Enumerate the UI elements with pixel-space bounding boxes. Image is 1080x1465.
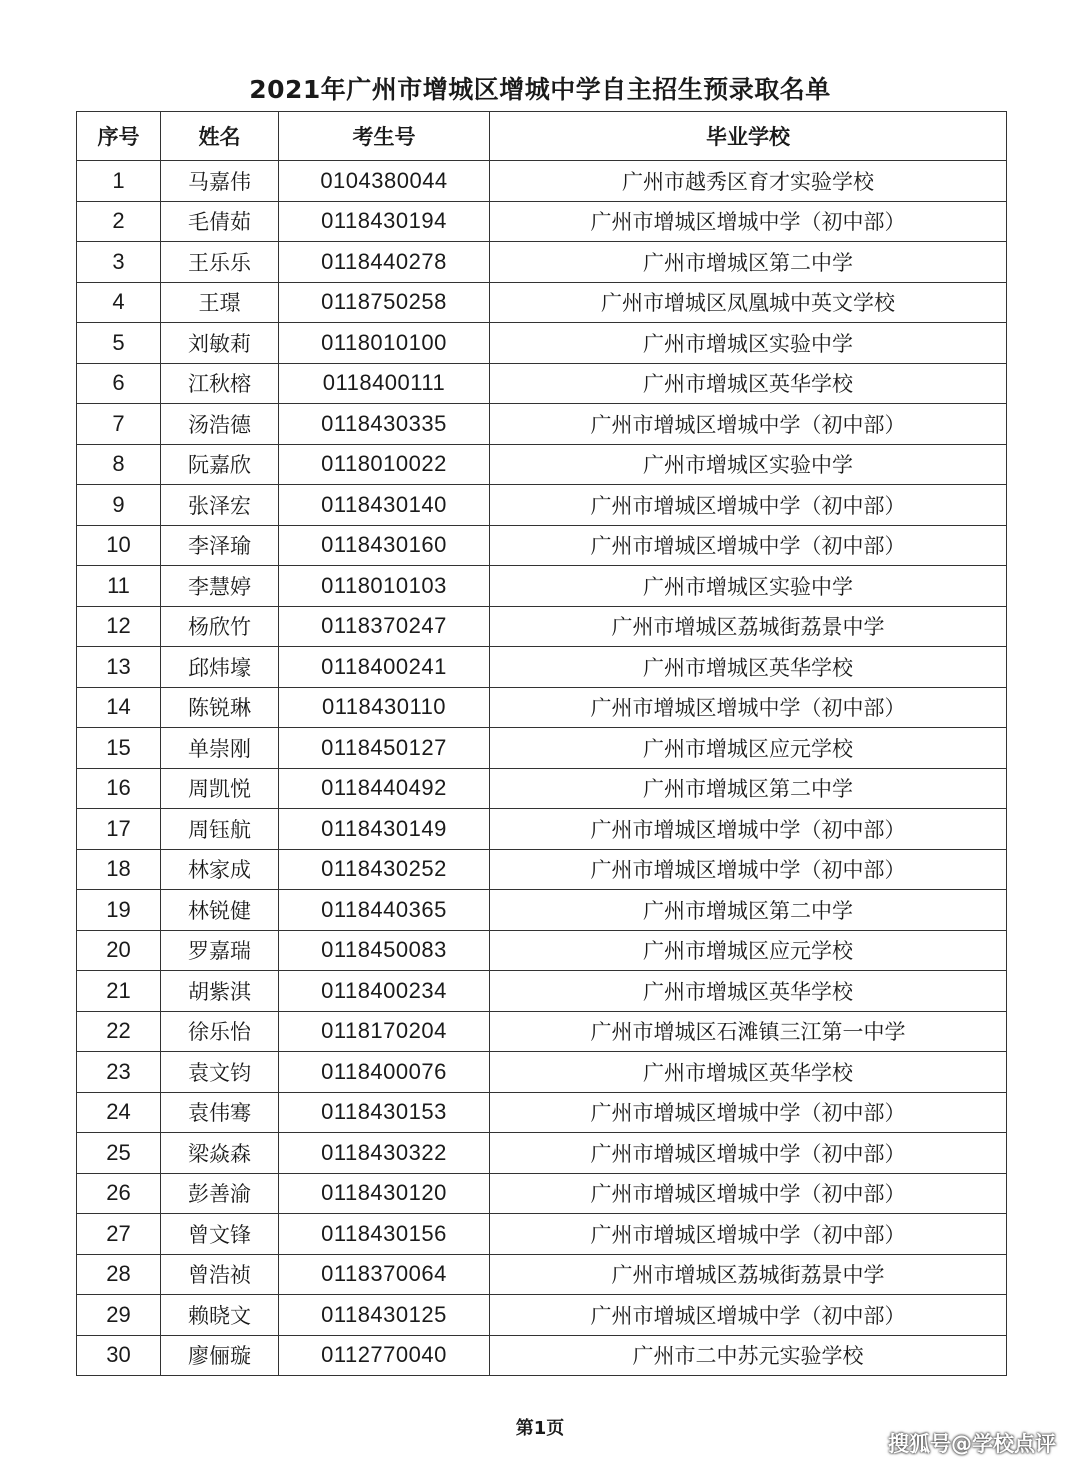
cell-seq: 26	[77, 1173, 161, 1214]
table-body	[77, 161, 1007, 1376]
cell-school: 广州市增城区增城中学（初中部）	[490, 809, 1007, 850]
watermark: 搜狐号@学校点评	[888, 1432, 1056, 1456]
cell-name: 李泽瑜	[161, 525, 279, 566]
cell-exam-id: 0118430322	[279, 1133, 490, 1174]
cell-name: 马嘉伟	[161, 161, 279, 202]
cell-name: 陈锐琳	[161, 687, 279, 728]
cell-exam-id: 0118010022	[279, 444, 490, 485]
table-row	[77, 323, 1007, 364]
header-seq: 序号	[77, 112, 161, 161]
cell-exam-id: 0118430120	[279, 1173, 490, 1214]
table-row	[77, 809, 1007, 850]
cell-exam-id: 0118430194	[279, 201, 490, 242]
cell-exam-id: 0118440492	[279, 768, 490, 809]
cell-seq: 15	[77, 728, 161, 769]
cell-exam-id: 0118430160	[279, 525, 490, 566]
cell-seq: 6	[77, 363, 161, 404]
cell-school: 广州市增城区增城中学（初中部）	[490, 485, 1007, 526]
cell-seq: 9	[77, 485, 161, 526]
table-row	[77, 1133, 1007, 1174]
cell-school: 广州市增城区增城中学（初中部）	[490, 687, 1007, 728]
cell-school: 广州市增城区荔城街荔景中学	[490, 1254, 1007, 1295]
cell-exam-id: 0118400241	[279, 647, 490, 688]
cell-exam-id: 0118430335	[279, 404, 490, 445]
table-row	[77, 849, 1007, 890]
cell-name: 袁文钧	[161, 1052, 279, 1093]
cell-exam-id: 0118750258	[279, 282, 490, 323]
cell-name: 周钰航	[161, 809, 279, 850]
cell-exam-id: 0104380044	[279, 161, 490, 202]
cell-seq: 28	[77, 1254, 161, 1295]
table-row	[77, 444, 1007, 485]
cell-name: 王乐乐	[161, 242, 279, 283]
cell-seq: 30	[77, 1335, 161, 1376]
cell-name: 林家成	[161, 849, 279, 890]
cell-name: 张泽宏	[161, 485, 279, 526]
table-row	[77, 363, 1007, 404]
cell-school: 广州市增城区第二中学	[490, 768, 1007, 809]
cell-seq: 17	[77, 809, 161, 850]
cell-seq: 16	[77, 768, 161, 809]
cell-name: 毛倩茹	[161, 201, 279, 242]
cell-seq: 4	[77, 282, 161, 323]
cell-exam-id: 0118440365	[279, 890, 490, 931]
cell-school: 广州市增城区增城中学（初中部）	[490, 1133, 1007, 1174]
cell-school: 广州市增城区增城中学（初中部）	[490, 1295, 1007, 1336]
cell-school: 广州市增城区英华学校	[490, 1052, 1007, 1093]
admission-table	[76, 111, 1007, 1376]
table-row	[77, 1173, 1007, 1214]
table-header-row	[77, 112, 1007, 161]
cell-name: 徐乐怡	[161, 1011, 279, 1052]
cell-school: 广州市增城区增城中学（初中部）	[490, 849, 1007, 890]
cell-name: 周凯悦	[161, 768, 279, 809]
cell-school: 广州市增城区增城中学（初中部）	[490, 1214, 1007, 1255]
cell-seq: 14	[77, 687, 161, 728]
cell-seq: 11	[77, 566, 161, 607]
cell-school: 广州市增城区实验中学	[490, 323, 1007, 364]
cell-school: 广州市增城区实验中学	[490, 444, 1007, 485]
cell-name: 林锐健	[161, 890, 279, 931]
cell-exam-id: 0118450127	[279, 728, 490, 769]
cell-school: 广州市增城区增城中学（初中部）	[490, 1173, 1007, 1214]
table-row	[77, 606, 1007, 647]
cell-exam-id: 0118400076	[279, 1052, 490, 1093]
cell-school: 广州市越秀区育才实验学校	[490, 161, 1007, 202]
cell-seq: 13	[77, 647, 161, 688]
table-row	[77, 1295, 1007, 1336]
cell-exam-id: 0118370247	[279, 606, 490, 647]
cell-name: 刘敏莉	[161, 323, 279, 364]
cell-seq: 20	[77, 930, 161, 971]
table-row	[77, 525, 1007, 566]
cell-seq: 7	[77, 404, 161, 445]
cell-school: 广州市增城区增城中学（初中部）	[490, 404, 1007, 445]
cell-exam-id: 0118010103	[279, 566, 490, 607]
table-row	[77, 687, 1007, 728]
cell-school: 广州市增城区应元学校	[490, 930, 1007, 971]
cell-seq: 23	[77, 1052, 161, 1093]
table-row	[77, 728, 1007, 769]
page-number: 第1页	[515, 1418, 565, 1439]
cell-school: 广州市增城区凤凰城中英文学校	[490, 282, 1007, 323]
page-title: 2021年广州市增城区增城中学自主招生预录取名单	[249, 75, 831, 104]
cell-seq: 5	[77, 323, 161, 364]
cell-seq: 3	[77, 242, 161, 283]
cell-name: 袁伟骞	[161, 1092, 279, 1133]
header-exam-id: 考生号	[279, 112, 490, 161]
cell-seq: 12	[77, 606, 161, 647]
cell-name: 江秋榕	[161, 363, 279, 404]
cell-seq: 8	[77, 444, 161, 485]
header-name: 姓名	[161, 112, 279, 161]
table-row	[77, 404, 1007, 445]
cell-exam-id: 0118010100	[279, 323, 490, 364]
cell-name: 王璟	[161, 282, 279, 323]
cell-school: 广州市增城区增城中学（初中部）	[490, 1092, 1007, 1133]
table-row	[77, 1092, 1007, 1133]
table-row	[77, 647, 1007, 688]
table-row	[77, 1214, 1007, 1255]
cell-school: 广州市增城区荔城街荔景中学	[490, 606, 1007, 647]
cell-school: 广州市增城区实验中学	[490, 566, 1007, 607]
cell-school: 广州市增城区第二中学	[490, 890, 1007, 931]
cell-name: 罗嘉瑞	[161, 930, 279, 971]
table-row	[77, 930, 1007, 971]
cell-school: 广州市增城区石滩镇三江第一中学	[490, 1011, 1007, 1052]
table-row	[77, 1052, 1007, 1093]
cell-school: 广州市增城区增城中学（初中部）	[490, 525, 1007, 566]
cell-school: 广州市增城区应元学校	[490, 728, 1007, 769]
table-row	[77, 242, 1007, 283]
cell-exam-id: 0118430153	[279, 1092, 490, 1133]
cell-exam-id: 0118450083	[279, 930, 490, 971]
cell-exam-id: 0118430125	[279, 1295, 490, 1336]
table-row	[77, 971, 1007, 1012]
header-school: 毕业学校	[490, 112, 1007, 161]
cell-school: 广州市增城区增城中学（初中部）	[490, 201, 1007, 242]
table-row	[77, 1335, 1007, 1376]
cell-seq: 25	[77, 1133, 161, 1174]
cell-name: 廖俪璇	[161, 1335, 279, 1376]
cell-seq: 27	[77, 1214, 161, 1255]
cell-name: 曾文锋	[161, 1214, 279, 1255]
table-row	[77, 890, 1007, 931]
cell-exam-id: 0118430110	[279, 687, 490, 728]
cell-exam-id: 0112770040	[279, 1335, 490, 1376]
cell-exam-id: 0118440278	[279, 242, 490, 283]
cell-name: 阮嘉欣	[161, 444, 279, 485]
table-row	[77, 566, 1007, 607]
cell-seq: 24	[77, 1092, 161, 1133]
cell-name: 胡紫淇	[161, 971, 279, 1012]
cell-seq: 1	[77, 161, 161, 202]
cell-seq: 18	[77, 849, 161, 890]
table-row	[77, 201, 1007, 242]
table-row	[77, 1254, 1007, 1295]
cell-exam-id: 0118400111	[279, 363, 490, 404]
table-row	[77, 485, 1007, 526]
cell-seq: 2	[77, 201, 161, 242]
table-row	[77, 161, 1007, 202]
cell-name: 汤浩德	[161, 404, 279, 445]
cell-name: 赖晓文	[161, 1295, 279, 1336]
cell-seq: 19	[77, 890, 161, 931]
cell-seq: 22	[77, 1011, 161, 1052]
cell-exam-id: 0118400234	[279, 971, 490, 1012]
cell-seq: 21	[77, 971, 161, 1012]
cell-exam-id: 0118370064	[279, 1254, 490, 1295]
cell-name: 邱炜壕	[161, 647, 279, 688]
cell-name: 杨欣竹	[161, 606, 279, 647]
cell-exam-id: 0118430140	[279, 485, 490, 526]
cell-name: 彭善渝	[161, 1173, 279, 1214]
cell-name: 曾浩祯	[161, 1254, 279, 1295]
cell-exam-id: 0118430156	[279, 1214, 490, 1255]
table-row	[77, 1011, 1007, 1052]
cell-name: 李慧婷	[161, 566, 279, 607]
cell-name: 梁焱森	[161, 1133, 279, 1174]
table-row	[77, 768, 1007, 809]
cell-exam-id: 0118170204	[279, 1011, 490, 1052]
cell-exam-id: 0118430149	[279, 809, 490, 850]
cell-school: 广州市增城区英华学校	[490, 971, 1007, 1012]
table-row	[77, 282, 1007, 323]
cell-seq: 10	[77, 525, 161, 566]
cell-school: 广州市增城区英华学校	[490, 647, 1007, 688]
cell-name: 单崇刚	[161, 728, 279, 769]
cell-exam-id: 0118430252	[279, 849, 490, 890]
cell-seq: 29	[77, 1295, 161, 1336]
cell-school: 广州市增城区第二中学	[490, 242, 1007, 283]
cell-school: 广州市二中苏元实验学校	[490, 1335, 1007, 1376]
cell-school: 广州市增城区英华学校	[490, 363, 1007, 404]
